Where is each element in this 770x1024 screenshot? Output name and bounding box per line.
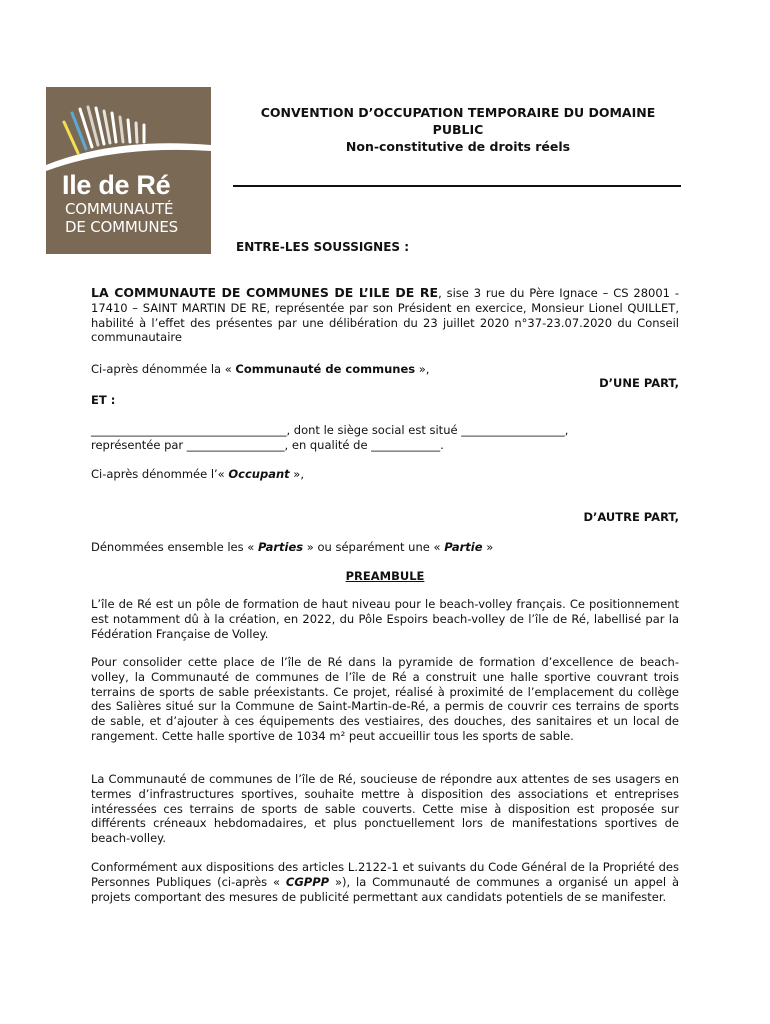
title-line-3: Non-constitutive de droits réels xyxy=(345,139,571,154)
logo-text-ile-de-re: Ile de Ré xyxy=(62,170,171,200)
denomination-parties xyxy=(91,540,679,555)
autre-part: D’AUTRE PART, xyxy=(583,510,679,524)
term-occupant: Occupant xyxy=(228,467,290,481)
para4-after: »), la Communauté de communes a organisé un appel à projets comportant des mesures de publicité permettant aux candidats potentiels de se manifester. xyxy=(91,874,679,904)
party2-blank-line-1: __________________________________, dont le siège social est situé __________________, xyxy=(91,423,569,437)
term-cgppp: CGPPP xyxy=(285,874,330,889)
title-line-1: CONVENTION D’OCCUPATION TEMPORAIRE DU DOMAINE xyxy=(260,105,656,120)
une-part: D’UNE PART, xyxy=(599,376,679,390)
soussignes-heading: ENTRE-LES SOUSSIGNES : xyxy=(236,240,410,254)
preambule-paragraph-2: Pour consolider cette place de l’île de Ré dans la pyramide de formation d’excellence de beach-volley, la Communauté de communes de l’île de Ré a construit une halle sportive couvrant trois terrains de sports de sable préexistants. Ce projet, réalisé à proximité de l’emplacement du collège des Salières situé sur la Commune de Saint-Martin-de-Ré, a permis de couvrir ces terrains de sports de sable, et d’ajouter à ces équipements des vestiaires, des douches, des sanitaires et un local de rangement. Cette halle sportive de 1034 m² peut accueillir tous les sports de sable. xyxy=(91,655,679,743)
preambule-paragraph-3: La Communauté de communes de l’île de Ré, soucieuse de répondre aux attentes de ses usagers en termes d’infrastructures sportives, souhaite mettre à disposition des associations et entreprises intéressées ces terrains de sports de sable couverts. Cette mise à disposition est proposée sur différents créneaux hebdomadaires, et plus ponctuellement lors de manifestations sportives de beach-volley. xyxy=(91,772,679,846)
party1-paragraph xyxy=(91,286,679,345)
party1-details: , sise 3 rue du Père Ignace – CS 28001 - 17410 – SAINT MARTIN DE RE, représentée par son Président en exercice, Monsieur Lionel QUILLET, habilité à l’effet des présentes par une délibération du 23 juillet 2020 n°37-23.07.2020 du Conseil communautaire xyxy=(91,286,679,345)
denom3-after: » xyxy=(482,540,494,554)
document-title xyxy=(236,104,680,155)
denom3-before: Dénommées ensemble les « xyxy=(91,540,258,554)
denom1-after: », xyxy=(415,362,430,376)
term-parties: Parties xyxy=(257,540,304,554)
preambule-heading: PREAMBULE xyxy=(345,569,425,583)
logo-text-communaute: COMMUNAUTÉ xyxy=(65,200,174,218)
et-heading: ET : xyxy=(91,393,116,407)
logo-text-de-communes: DE COMMUNES xyxy=(65,218,178,236)
title-line-2: PUBLIC xyxy=(432,122,484,137)
term-partie: Partie xyxy=(444,540,483,554)
title-rule xyxy=(233,185,681,187)
preambule-paragraph-1: L’île de Ré est un pôle de formation de haut niveau pour le beach-volley français. Ce positionnement est notamment dû à la création, en 2022, du Pôle Espoirs beach-volley de l’île de Ré, labellisé par la Fédération Française de Volley. xyxy=(91,597,679,641)
term-communaute: Communauté de communes xyxy=(235,362,416,376)
logo-ile-de-re xyxy=(46,87,211,254)
denomination-occupant xyxy=(91,467,679,482)
denom3-middle: » ou séparément une « xyxy=(303,540,445,554)
denom1-before: Ci-après dénommée la « xyxy=(91,362,236,376)
party2-blank-line-2: représentée par _________________, en qualité de ____________. xyxy=(91,438,444,452)
preambule-paragraph-4 xyxy=(91,860,679,904)
denomination-communaute xyxy=(91,362,679,377)
para4-before: Conformément aux dispositions des articles L.2122-1 et suivants du Code Général de la Propriété des Personnes Publiques (ci-après « xyxy=(91,860,679,889)
party1-name: LA COMMUNAUTE DE COMMUNES DE L’ILE DE RE xyxy=(91,285,439,300)
denom2-before: Ci-après dénommée l’« xyxy=(91,467,229,481)
denom2-after: », xyxy=(289,467,305,481)
